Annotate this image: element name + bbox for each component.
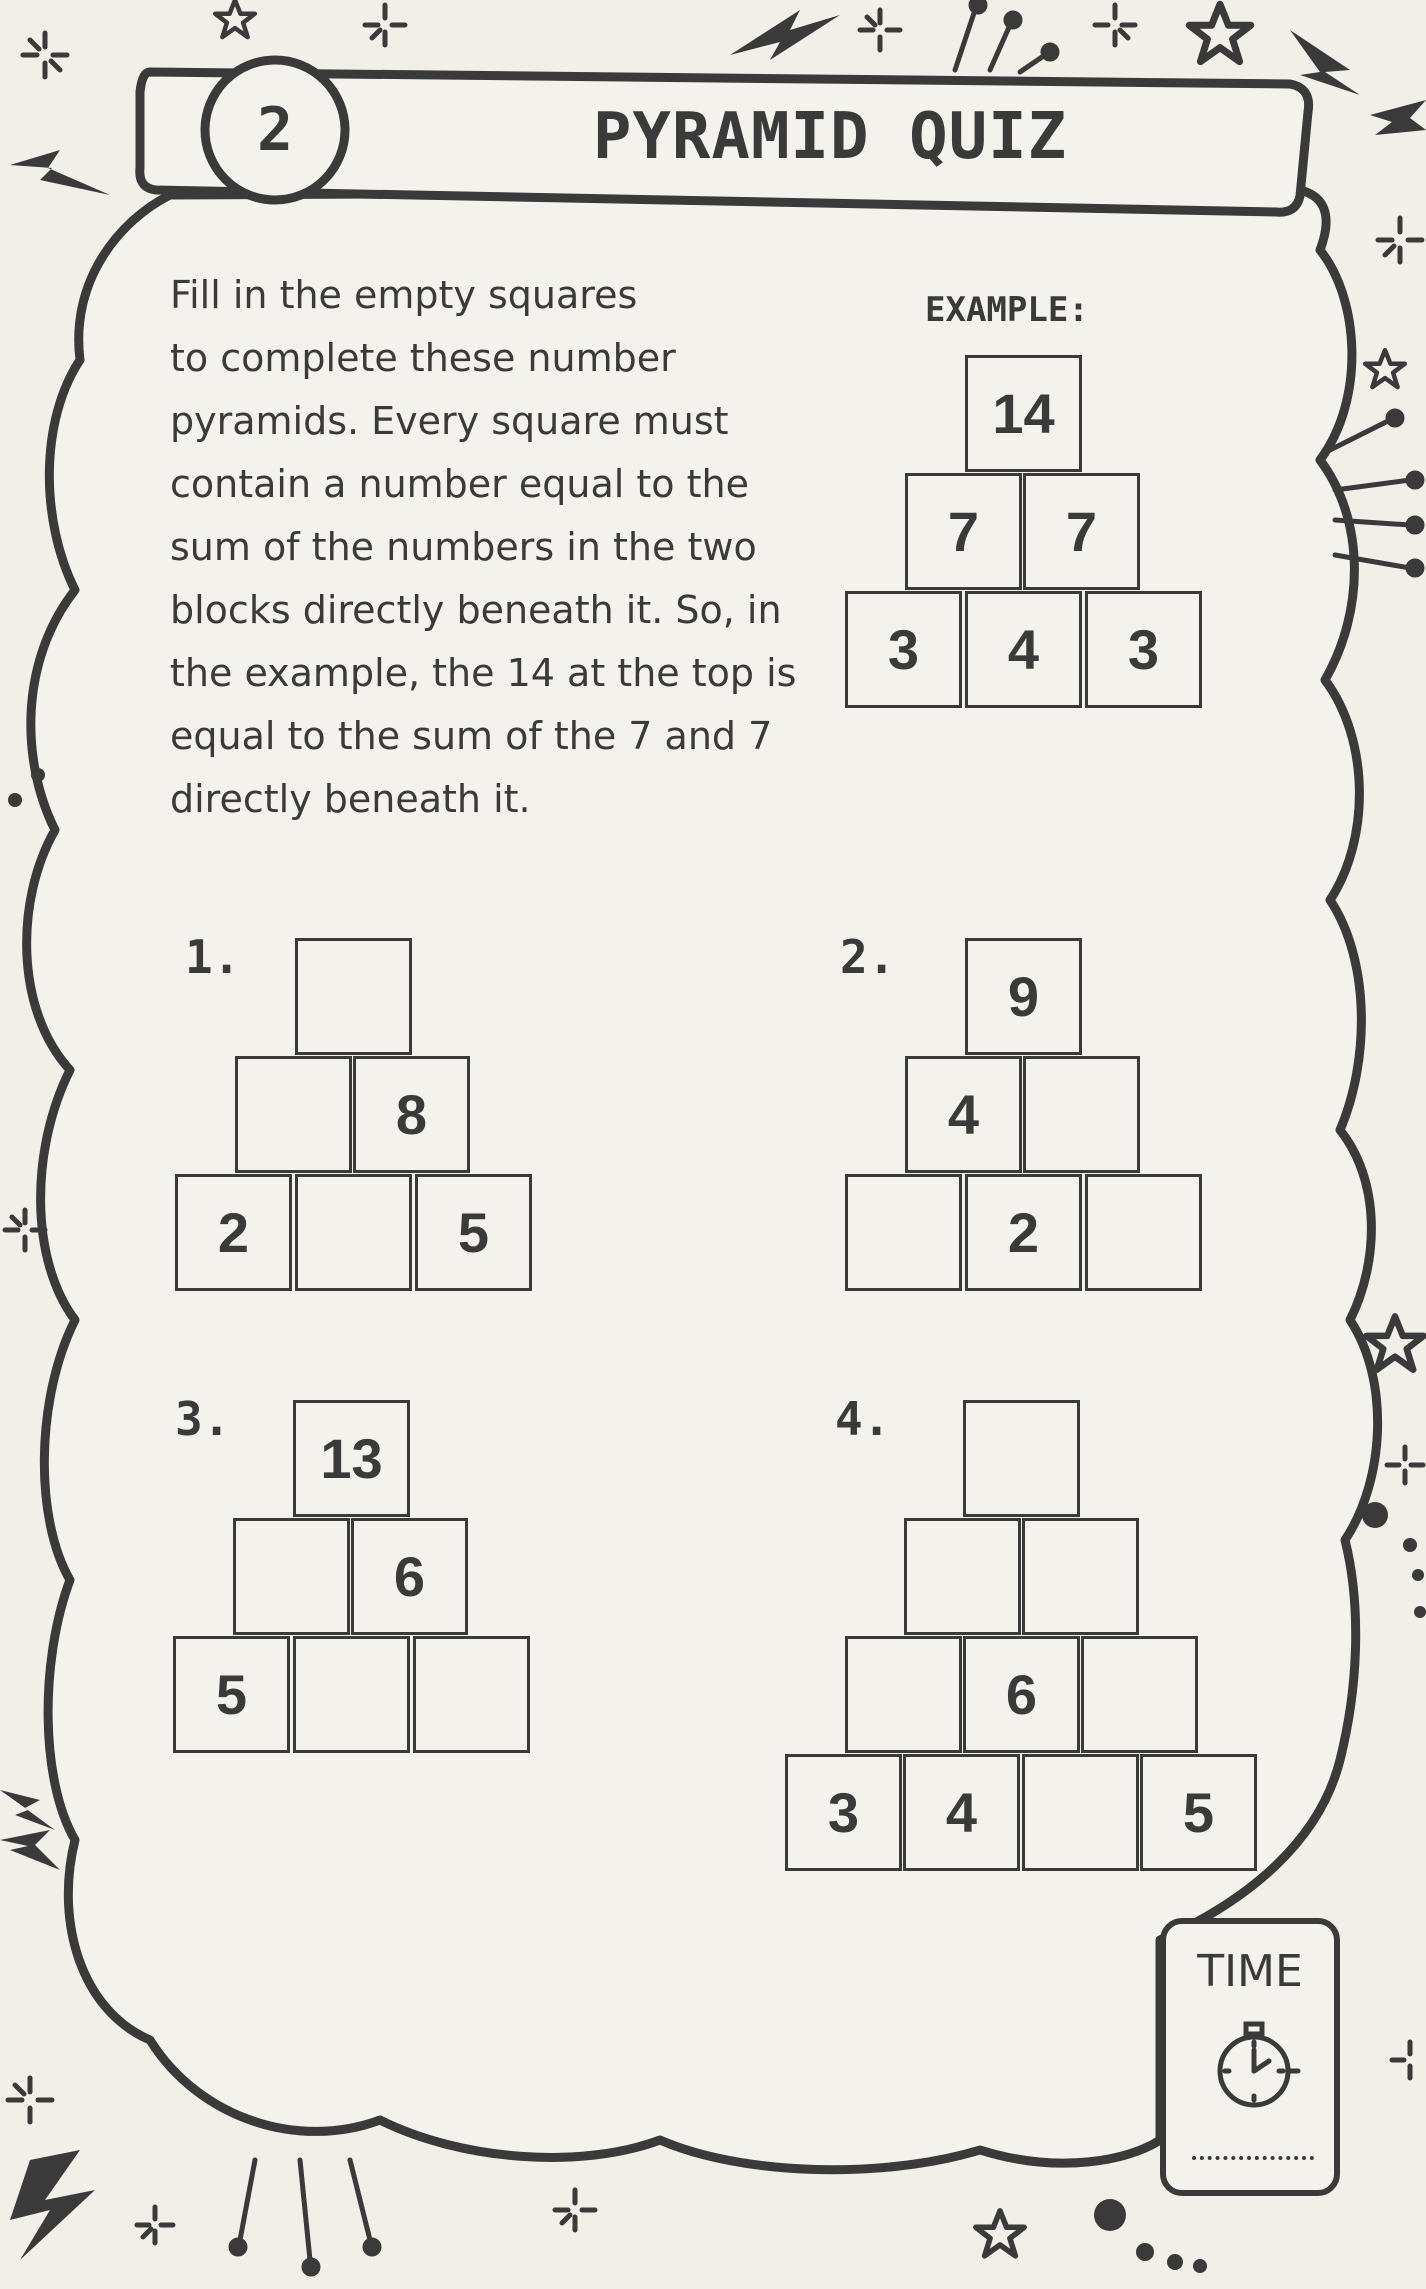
puzzle-cell: 4 xyxy=(905,1056,1022,1173)
puzzle-cell[interactable] xyxy=(235,1056,352,1173)
puzzle-cell: 2 xyxy=(175,1174,292,1291)
puzzle-cell[interactable] xyxy=(1081,1636,1198,1753)
puzzle-cell: 2 xyxy=(965,1174,1082,1291)
puzzle-cell[interactable] xyxy=(413,1636,530,1753)
puzzle-cell: 6 xyxy=(963,1636,1080,1753)
instructions-line: pyramids. Every square must xyxy=(170,399,729,443)
puzzle-cell: 9 xyxy=(965,938,1082,1055)
puzzle-cell[interactable] xyxy=(295,938,412,1055)
page-title: PYRAMID QUIZ xyxy=(592,100,1068,174)
puzzle-cell[interactable] xyxy=(1022,1518,1139,1635)
puzzle-cell[interactable] xyxy=(963,1400,1080,1517)
puzzle-cell[interactable] xyxy=(233,1518,350,1635)
puzzle-4-label: 4. xyxy=(835,1392,891,1446)
puzzle-cell: 8 xyxy=(353,1056,470,1173)
puzzle-2-label: 2. xyxy=(840,930,896,984)
example-cell: 7 xyxy=(1023,473,1140,590)
puzzle-cell: 5 xyxy=(173,1636,290,1753)
timer-box xyxy=(1160,1918,1340,2196)
puzzle-cell[interactable] xyxy=(293,1636,410,1753)
puzzle-2-pyramid xyxy=(845,938,1203,1296)
example-label: EXAMPLE: xyxy=(925,290,1089,330)
puzzle-4-pyramid xyxy=(785,1400,1263,1876)
example-pyramid xyxy=(845,355,1203,713)
puzzle-cell[interactable] xyxy=(845,1636,962,1753)
instructions-text xyxy=(170,264,830,831)
puzzle-1-pyramid xyxy=(175,938,533,1296)
example-cell: 14 xyxy=(965,355,1082,472)
puzzle-cell[interactable] xyxy=(1023,1056,1140,1173)
puzzle-cell: 13 xyxy=(293,1400,410,1517)
stopwatch-icon xyxy=(1206,2016,1306,2116)
puzzle-cell: 4 xyxy=(903,1754,1020,1871)
puzzle-cell: 5 xyxy=(1140,1754,1257,1871)
timer-answer-line[interactable] xyxy=(1192,2156,1314,2160)
instructions-line: to complete these number xyxy=(170,336,676,380)
puzzle-cell[interactable] xyxy=(1085,1174,1202,1291)
puzzle-cell[interactable] xyxy=(904,1518,1021,1635)
timer-label: TIME xyxy=(1197,1946,1303,1997)
example-cell: 7 xyxy=(905,473,1022,590)
instructions-line: blocks directly beneath it. So, in xyxy=(170,588,782,632)
instructions-line: Fill in the empty squares xyxy=(170,273,638,317)
puzzle-3-label: 3. xyxy=(175,1392,231,1446)
puzzle-cell[interactable] xyxy=(845,1174,962,1291)
puzzle-cell: 6 xyxy=(351,1518,468,1635)
example-cell: 4 xyxy=(965,591,1082,708)
puzzle-3-pyramid xyxy=(173,1400,531,1758)
instructions-line: equal to the sum of the 7 and 7 xyxy=(170,714,773,758)
puzzle-cell[interactable] xyxy=(295,1174,412,1291)
example-cell: 3 xyxy=(845,591,962,708)
instructions-line: sum of the numbers in the two xyxy=(170,525,757,569)
puzzle-cell: 5 xyxy=(415,1174,532,1291)
instructions-line: the example, the 14 at the top is xyxy=(170,651,797,695)
instructions-line: directly beneath it. xyxy=(170,777,531,821)
puzzle-1-label: 1. xyxy=(185,930,241,984)
puzzle-cell[interactable] xyxy=(1022,1754,1139,1871)
example-cell: 3 xyxy=(1085,591,1202,708)
instructions-line: contain a number equal to the xyxy=(170,462,749,506)
puzzle-cell: 3 xyxy=(785,1754,902,1871)
page-number: 2 xyxy=(256,95,294,165)
